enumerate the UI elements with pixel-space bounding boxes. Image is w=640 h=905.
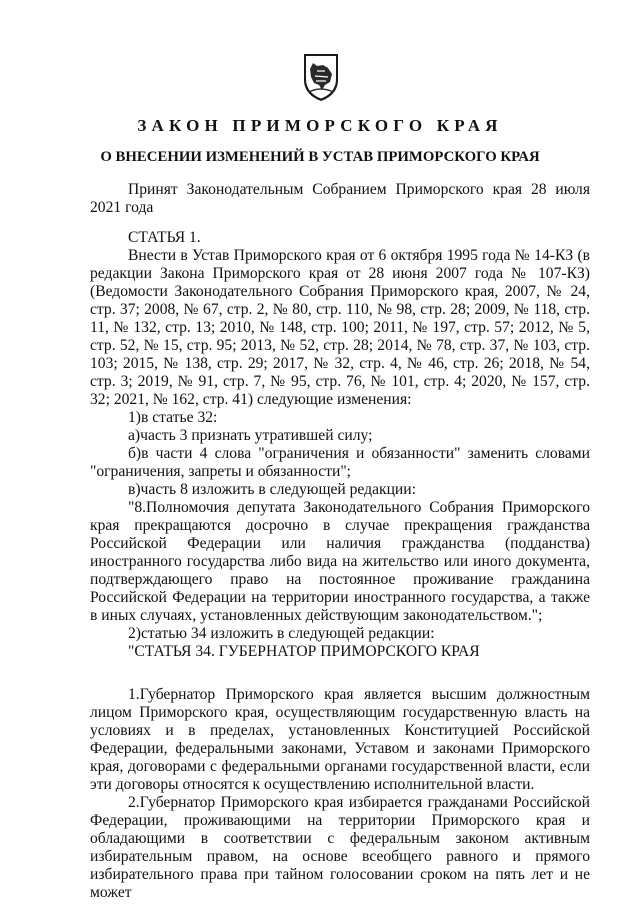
adoption-note: Принят Законодательным Собранием Приморского края 28 июля 2021 года	[90, 181, 590, 216]
article-34-heading: "СТАТЬЯ 34. ГУБЕРНАТОР ПРИМОРСКОГО КРАЯ	[128, 643, 480, 660]
document-body	[90, 181, 590, 902]
amendment-item-1c-text: "8.Полномочия депутата Законодательного Собрания Приморского края прекращаются досрочно в случае прекращения гражданства Российской Федерации или наличия гражданства (подданства) иностранного государства либо вида на жительство или иного документа, подтверждающего право на постоянное проживание гражданина Российской Федерации на территории иностранного государства, а также в иных случаях, установленных действующим законодательством.";	[90, 499, 590, 624]
amendment-item-1: 1)в статье 32:	[128, 409, 218, 426]
amendment-item-1b: б)в части 4 слова "ограничения и обязанности" заменить словами "ограничения, запреты и обязанности";	[90, 445, 590, 480]
coat-of-arms-emblem	[301, 52, 341, 102]
article-1-heading: СТАТЬЯ 1.	[128, 229, 201, 246]
article-34-paragraph-1: 1.Губернатор Приморского края является высшим должностным лицом Приморского края, осуществляющим государственную власть на условиях и в пределах, установленных Конституцией Российской Федерации, федеральными законами, Уставом и законами Приморского края, договорами с федеральными органами государственной власти, если эти договоры относятся к осуществлению исполнительной власти.	[90, 686, 590, 793]
law-subtitle: О ВНЕСЕНИИ ИЗМЕНЕНИЙ В УСТАВ ПРИМОРСКОГО КРАЯ	[100, 149, 540, 165]
amendment-item-2: 2)статью 34 изложить в следующей редакции:	[128, 625, 435, 642]
amendment-item-1c: в)часть 8 изложить в следующей редакции:	[128, 481, 416, 498]
amendment-item-1a: а)часть 3 признать утратившей силу;	[128, 427, 373, 444]
law-title: ЗАКОН ПРИМОРСКОГО КРАЯ	[137, 116, 503, 135]
article-1-intro: Внести в Устав Приморского края от 6 октября 1995 года № 14-КЗ (в редакции Закона Приморского края от 28 июня 2007 года № 107-КЗ) (Ведомости Законодательного Собрания Приморского края, 2007, № 24, стр. 37; 2008, № 67, стр. 2, № 80, стр. 110, № 98, стр. 28; 2009, № 118, стр. 11, № 132, стр. 13; 2010, № 148, стр. 100; 2011, № 197, стр. 57; 2012, № 5, стр. 52, № 15, стр. 95; 2013, № 52, стр. 28; 2014, № 78, стр. 37, № 103, стр. 103; 2015, № 138, стр. 29; 2017, № 32, стр. 4, № 46, стр. 26; 2018, № 54, стр. 3; 2019, № 91, стр. 7, № 95, стр. 76, № 101, стр. 4; 2020, № 157, стр. 32; 2021, № 162, стр. 41) следующие изменения:	[90, 247, 590, 408]
article-34-paragraph-2: 2.Губернатор Приморского края избирается гражданами Российской Федерации, проживающими на территории Приморского края и обладающими в соответствии с федеральным законом активным избирательным правом, на основе всеобщего равного и прямого избирательного права при тайном голосовании сроком на пять лет и не может	[90, 794, 590, 901]
